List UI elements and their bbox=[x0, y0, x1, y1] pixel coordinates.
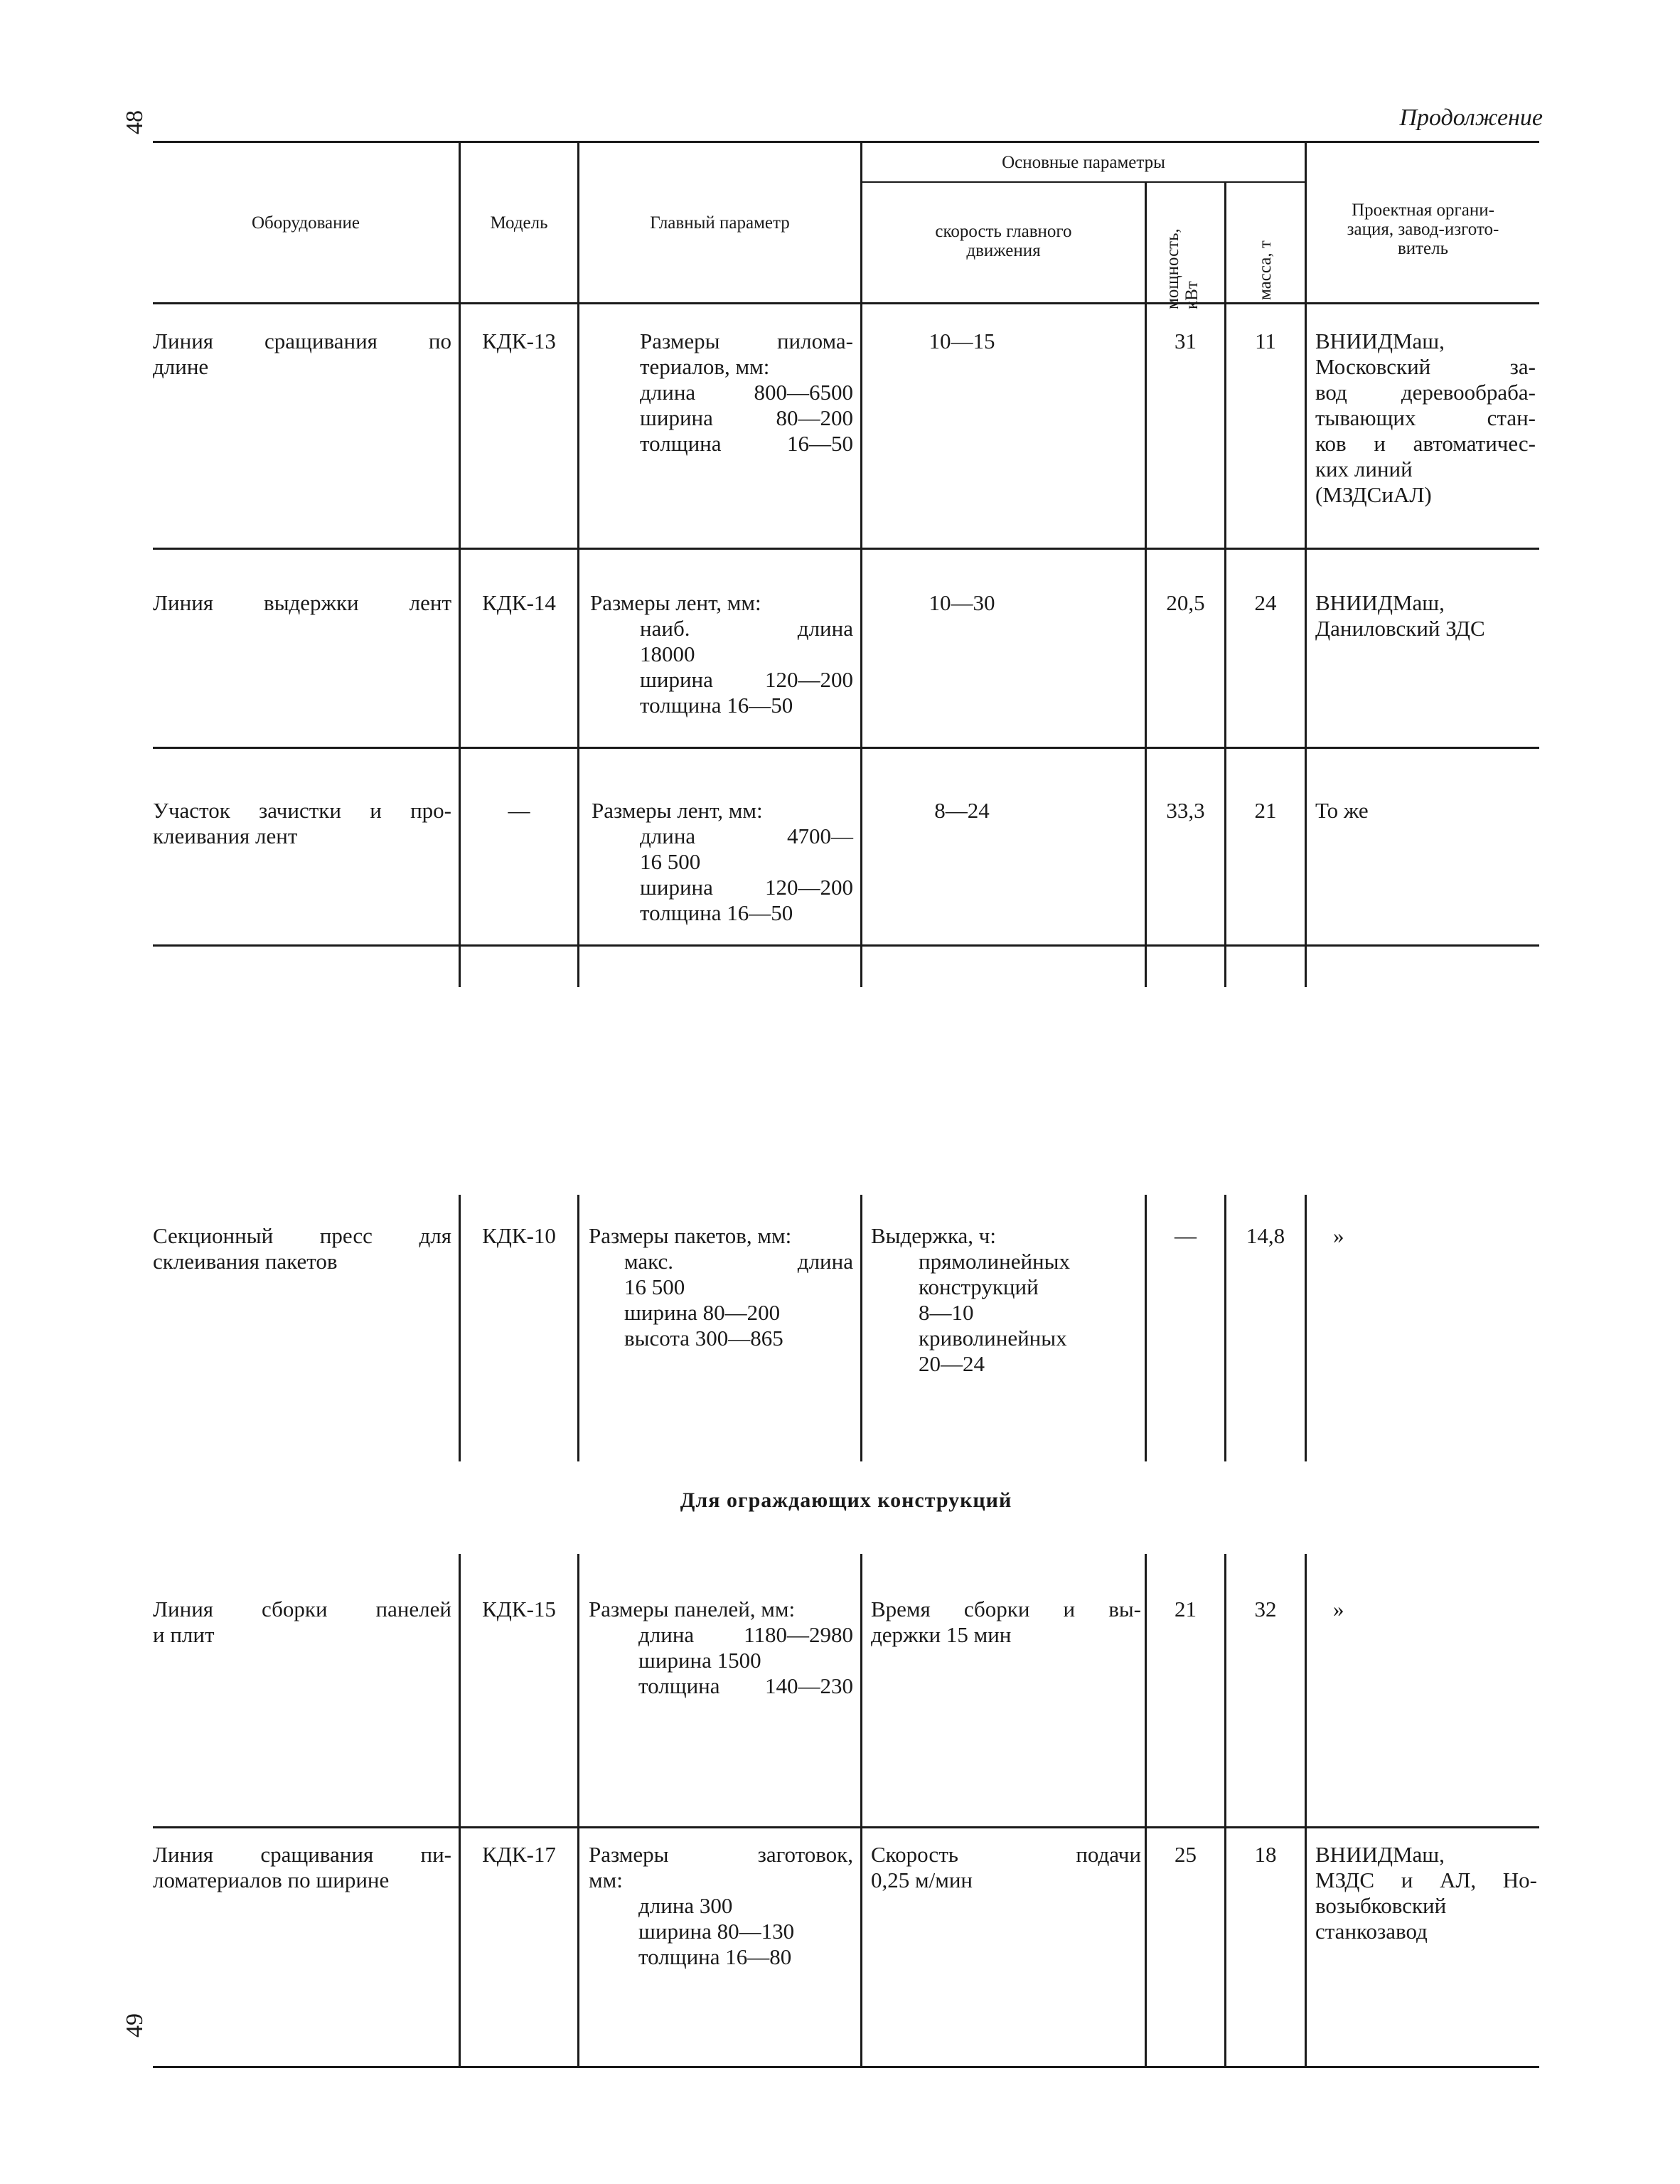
row-mass: 32 bbox=[1254, 1597, 1277, 1621]
row-power: 25 bbox=[1175, 1842, 1197, 1867]
col-divider bbox=[1145, 181, 1147, 944]
row-main-param: Размеры лент, мм: длина 4700— 16 500 ширина 120—200 толщина 16—50 bbox=[592, 798, 853, 925]
continuation-label: Продолжение bbox=[1399, 105, 1543, 131]
row-mass: 21 bbox=[1254, 798, 1277, 823]
col-divider-stub bbox=[1145, 944, 1147, 987]
table-top-rule bbox=[153, 141, 1539, 143]
row-main-param: Размеры панелей, мм: длина 1180—2980 ширина 1500 толщина 140—230 bbox=[589, 1597, 853, 1698]
row-equipment: Участок зачистки и про- клеивания лент bbox=[153, 798, 451, 848]
row-speed: Скорость подачи 0,25 м/мин bbox=[871, 1842, 1141, 1892]
row-power: 21 bbox=[1175, 1597, 1197, 1621]
row-mass: 24 bbox=[1254, 590, 1277, 615]
row-rule-3 bbox=[153, 944, 1539, 947]
row-power: — bbox=[1175, 1223, 1197, 1248]
row-main-param: Размеры заготовок, мм: длина 300 ширина 80—130 толщина 16—80 bbox=[589, 1842, 853, 1969]
row-organization: » bbox=[1333, 1597, 1344, 1621]
row-mass: 11 bbox=[1255, 329, 1276, 353]
page-number-bottom: 49 bbox=[122, 2013, 148, 2037]
row-model: КДК-10 bbox=[482, 1223, 556, 1248]
col-divider-stub bbox=[577, 944, 579, 987]
header-power: мощность, кВт bbox=[1163, 228, 1202, 309]
col-divider bbox=[1224, 1554, 1226, 2066]
col-divider bbox=[459, 1554, 461, 2066]
row-organization: То же bbox=[1315, 798, 1369, 823]
row-organization: ВНИИДМаш, Московский за- вод деревообраба- тывающих стан- ков и автоматичес- ких линий (МЗДСиАЛ) bbox=[1315, 329, 1536, 507]
row-model: КДК-13 bbox=[482, 329, 556, 353]
col-divider bbox=[577, 141, 579, 944]
col-divider bbox=[1145, 1554, 1147, 2066]
row-equipment: Линия сборки панелей и плит bbox=[153, 1597, 451, 1647]
col-divider-stub bbox=[860, 944, 862, 987]
page-number-top: 48 bbox=[122, 110, 148, 134]
col-divider bbox=[860, 141, 862, 944]
header-bottom-rule bbox=[153, 302, 1539, 304]
header-main-param: Главный параметр bbox=[650, 213, 790, 233]
row-equipment: Секционный пресс для склеивания пакетов bbox=[153, 1223, 451, 1274]
col-divider-stub bbox=[459, 944, 461, 987]
header-mass: масса, т bbox=[1256, 240, 1275, 300]
row-organization: ВНИИДМаш, МЗДС и АЛ, Но- возыбковский станкозавод bbox=[1315, 1842, 1537, 1944]
row-organization: » bbox=[1333, 1223, 1344, 1248]
row-model: КДК-17 bbox=[482, 1842, 556, 1867]
table-bottom-rule bbox=[153, 2066, 1539, 2068]
row-mass: 18 bbox=[1254, 1842, 1277, 1867]
section-heading: Для ограждающих конструкций bbox=[680, 1488, 1012, 1512]
header-basic-params: Основные параметры bbox=[1002, 153, 1165, 172]
basic-params-rule bbox=[860, 181, 1305, 183]
header-model: Модель bbox=[490, 213, 548, 233]
col-divider-stub bbox=[1224, 944, 1226, 987]
row-equipment: Линия сращивания по длине bbox=[153, 329, 451, 379]
row-speed: 10—15 bbox=[929, 329, 995, 353]
row-power: 31 bbox=[1175, 329, 1197, 353]
row-power: 33,3 bbox=[1166, 798, 1205, 823]
col-divider bbox=[577, 1195, 579, 1461]
row-speed: Время сборки и вы- держки 15 мин bbox=[871, 1597, 1141, 1647]
row-mass: 14,8 bbox=[1246, 1223, 1285, 1248]
row-main-param: Размеры пакетов, мм: макс. длина 16 500 ширина 80—200 высота 300—865 bbox=[589, 1223, 853, 1351]
row-model: — bbox=[508, 798, 530, 823]
row-model: КДК-14 bbox=[482, 590, 556, 615]
row-model: КДК-15 bbox=[482, 1597, 556, 1621]
col-divider bbox=[1305, 1554, 1307, 2066]
col-divider bbox=[860, 1554, 862, 2066]
col-divider bbox=[577, 1554, 579, 2066]
row-organization: ВНИИДМаш, Даниловский ЗДС bbox=[1315, 590, 1485, 641]
row-speed: 10—30 bbox=[929, 590, 995, 615]
row-rule-5 bbox=[153, 1826, 1539, 1828]
row-power: 20,5 bbox=[1166, 590, 1205, 615]
row-equipment: Линия выдержки лент bbox=[153, 590, 451, 615]
col-divider bbox=[459, 141, 461, 944]
row-speed: Выдержка, ч: прямолинейных конструкций 8—10 криволинейных 20—24 bbox=[871, 1223, 1070, 1376]
col-divider bbox=[1305, 141, 1307, 944]
row-rule-1 bbox=[153, 548, 1539, 550]
col-divider bbox=[1305, 1195, 1307, 1461]
row-main-param: Размеры лент, мм: наиб. длина 18000 ширина 120—200 толщина 16—50 bbox=[590, 590, 853, 718]
header-speed: скорость главного движения bbox=[935, 222, 1072, 260]
row-main-param: Размеры пилома- териалов, мм: длина 800—6500 ширина 80—200 толщина 16—50 bbox=[640, 329, 853, 456]
col-divider bbox=[1224, 181, 1226, 944]
col-divider-stub bbox=[1305, 944, 1307, 987]
header-organization: Проектная органи- зация, завод-изгото- витель bbox=[1347, 201, 1499, 258]
row-equipment: Линия сращивания пи- ломатериалов по ширине bbox=[153, 1842, 451, 1892]
row-speed: 8—24 bbox=[934, 798, 990, 823]
header-equipment: Оборудование bbox=[251, 213, 360, 233]
col-divider bbox=[860, 1195, 862, 1461]
row-rule-2 bbox=[153, 747, 1539, 749]
